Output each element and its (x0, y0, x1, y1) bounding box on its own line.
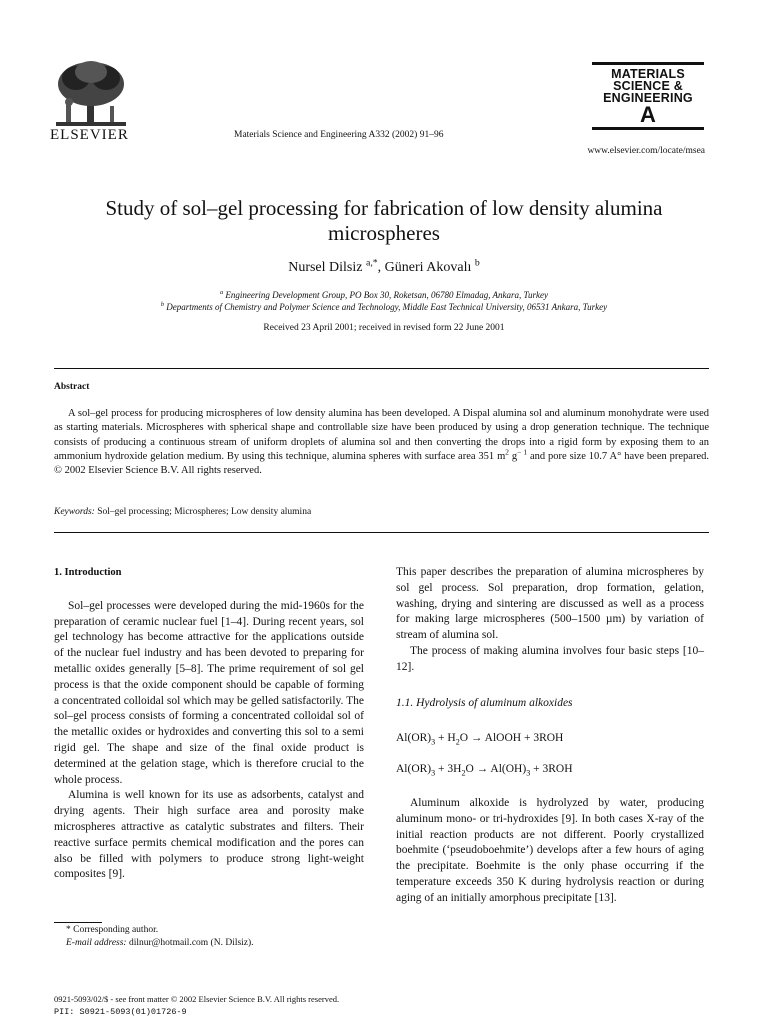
section-heading: 1. Introduction (54, 567, 122, 578)
subsection-heading: 1.1. Hydrolysis of aluminum alkoxides (396, 696, 573, 709)
affiliation (40, 302, 728, 312)
equation-2: $Al(OR)_3 + 3H_2O \to Al(OH)_3 + 3ROH$ (396, 763, 573, 778)
abstract-text: A sol–gel process for producing microspheres of low density alumina has been developed. A Dispal alumina sol and aluminum monohydrate were used as starting materials. Microspheres with spherical shape and controllable size have been produced by using a drop generation technique. The technique consists of producing a continuous stream of uniform droplets of alumina sol and then converting the drops into a rigid form by exposing them to an ammonium hydroxide gelation medium. By using this technique, alumina spheres with surface area 351 $m^2$ $g^{- 1}$ and pore size 10.7 A° have been prepared. © 2002 Elsevier Science B.V. All rights reserved. (54, 408, 709, 477)
footnote-email (66, 937, 254, 950)
email-address[interactable]: dilnur@hotmail.com (N. Dilsiz). (126, 938, 254, 948)
journal-url[interactable]: www.elsevier.com/locate/msea (587, 146, 705, 156)
author-name: Güneri Akovalı (384, 260, 472, 275)
author-affiliation-mark: a,* (365, 257, 378, 269)
elsevier-tree-logo-icon (52, 60, 130, 130)
author-separator: , (377, 260, 385, 275)
right-column (396, 565, 704, 907)
journal-logo-line-2: SCIENCE & (613, 79, 683, 93)
keywords-label: Keywords: (54, 507, 95, 517)
divider (54, 532, 709, 533)
paragraph: This paper describes the preparation of alumina microspheres by sol gel process. Sol preparation, drop formation, gelation, washing, drying and sintering are discussed as well as a process for making large microspheres (500–1500 µm) by variation of stream of alumina sol. (396, 566, 704, 642)
affiliation-text: Departments of Chemistry and Polymer Science and Technology, Middle East Technical University, 06531 Ankara, Turkey (166, 302, 608, 312)
journal-logo-line-3: ENGINEERING (603, 91, 693, 105)
keywords-text: Sol–gel processing; Microspheres; Low density alumina (94, 507, 312, 517)
pii-line: PII: S0921-5093(01)01726-9 (54, 1007, 187, 1017)
divider (54, 368, 709, 369)
equation-1: $Al(OR)_3 + H_2O$ → AlOOH + 3ROH (396, 732, 564, 747)
title-line-2: microspheres (328, 221, 440, 245)
paragraph: Sol–gel processes were developed during the mid-1960s for the preparation of ceramic nuclear fuel [1–4]. During recent years, sol gel technology has become attractive for the applications outside of the nuclear fuel industry and has been devoted to preparing for metallic oxides generally [5–8]. The prime requirement of sol gel process is that the oxide component should be capable of forming a concentrated colloidal sol which may be gelled satisfactorily. The sol–gel process consists of forming a concentrated colloidal sol of the metallic oxides or hydroxides and converting this sol to a semi rigid gel. The shape and size of the final oxide product is determined at the gelation stage, which is therefore crucial to the whole process. (54, 599, 364, 786)
abstract-heading: Abstract (54, 382, 90, 392)
footnote-divider (54, 922, 102, 923)
publisher-name: ELSEVIER (50, 127, 129, 143)
affiliation-text: Engineering Development Group, PO Box 30, Roketsan, 06780 Elmadag, Ankara, Turkey (225, 290, 549, 300)
paragraph: Alumina is well known for its use as adsorbents, catalyst and drying agents. Their high surface area and porosity make microspheres attractive as catalytic substrates and filters. Their reactive surface permits chemical modification and the pores can also be filled with polymers to produce strong light-weight composites [9]. (54, 789, 364, 881)
left-column (54, 565, 364, 883)
author-name: Nursel Dilsiz (288, 260, 363, 275)
journal-logo-line-1: MATERIALS (611, 67, 685, 81)
article-title (40, 196, 728, 246)
paragraph: The process of making alumina involves four basic steps [10–12]. (396, 644, 704, 673)
title-line-1: Study of sol–gel processing for fabrication of low density alumina (105, 196, 663, 220)
affiliation (40, 290, 728, 300)
footnote-corresponding: * Corresponding author. (66, 925, 159, 935)
copyright-line: 0921-5093/02/$ - see front matter © 2002 Elsevier Science B.V. All rights reserved. (54, 994, 340, 1004)
affiliation-mark: b (160, 301, 165, 308)
author-affiliation-mark: b (474, 257, 480, 269)
affiliation-mark: a (219, 289, 224, 296)
journal-citation: Materials Science and Engineering A332 (2002) 91–96 (234, 130, 444, 140)
email-label: E-mail address: (66, 938, 127, 948)
paragraph: Aluminum alkoxide is hydrolyzed by water, producing aluminum mono- or tri-hydroxides [9]. In both cases X-ray of the initial reaction products are not different. Poorly crystallized boehmite (‘pseudoboehmite’) develops after a few hours of aging the precipitate. Boehmite is the only phase occurring if the temperature exceeds 350 K during hydrolysis reaction or during aging of an initially amorphous precipitate [13]. (396, 796, 704, 904)
journal-logo (592, 62, 704, 130)
author-list (40, 257, 728, 276)
keywords (54, 507, 311, 517)
received-dates: Received 23 April 2001; received in revised form 22 June 2001 (263, 323, 505, 333)
journal-logo-letter: A (640, 102, 656, 127)
